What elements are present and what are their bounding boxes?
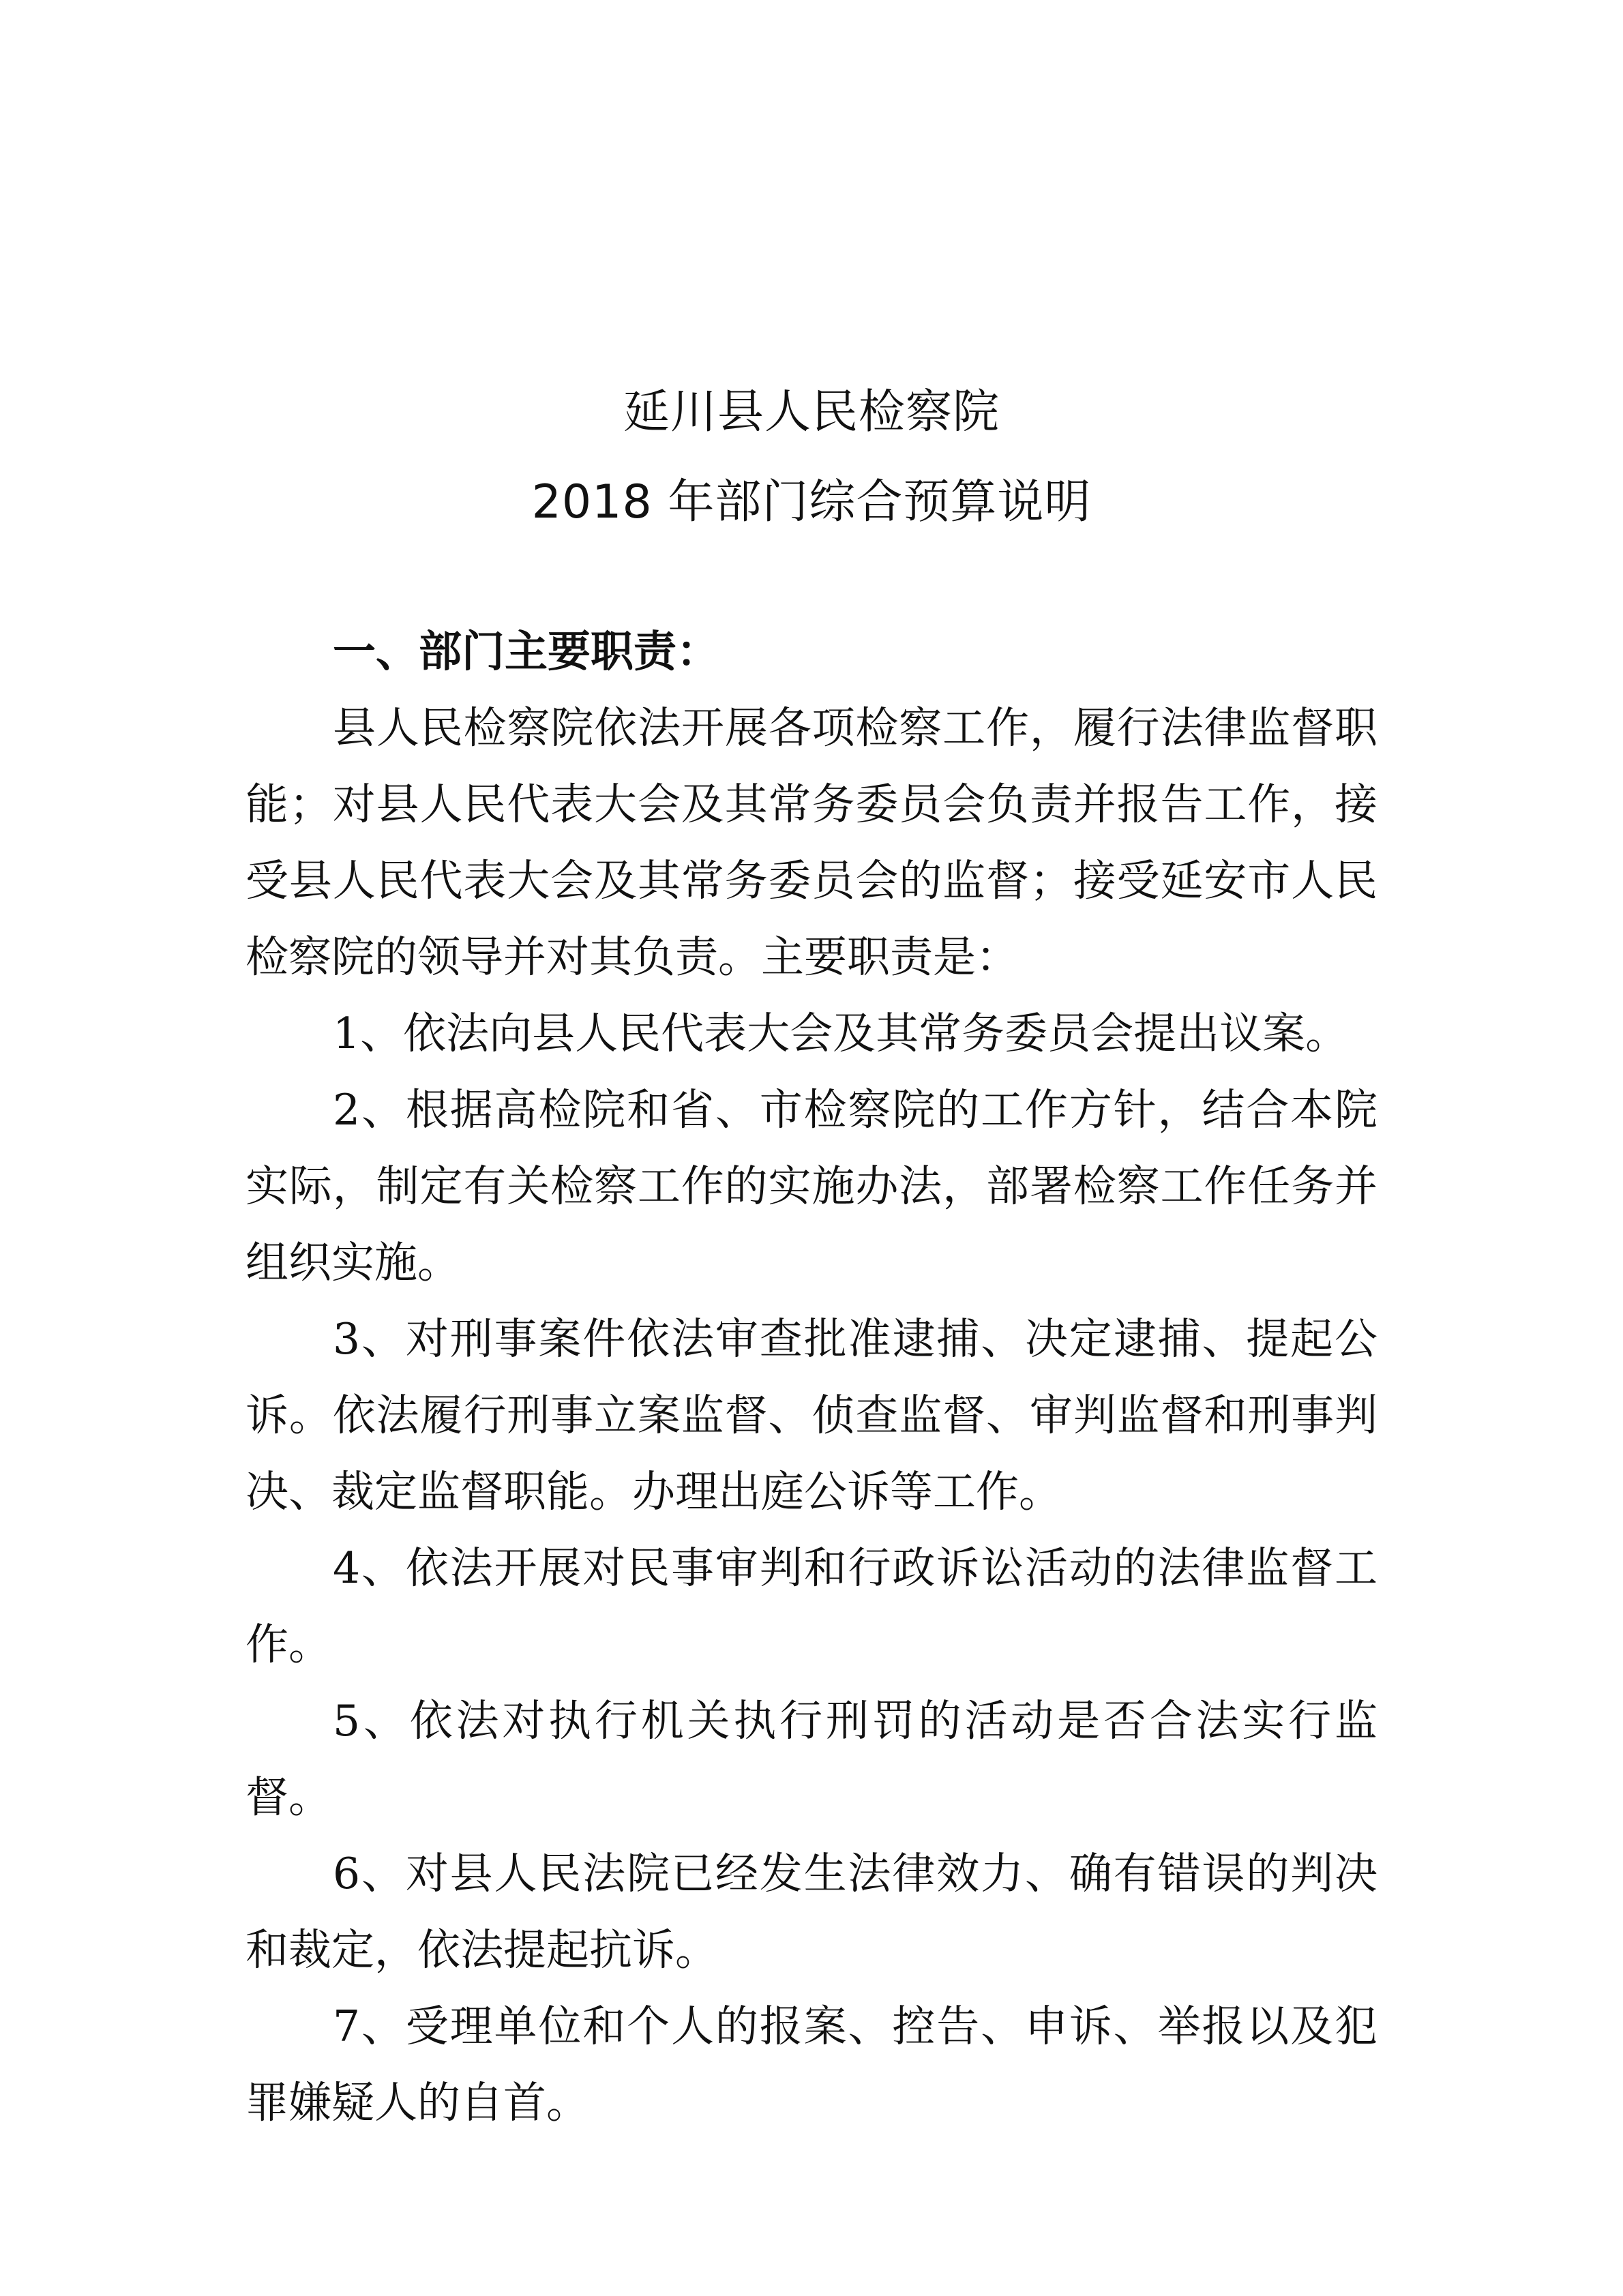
duty-item-6: 6、对县人民法院已经发生法律效力、确有错误的判决和裁定，依法提起抗诉。 <box>245 1849 1378 1975</box>
duty-item-5: 5、依法对执行机关执行刑罚的活动是否合法实行监督。 <box>245 1696 1378 1822</box>
duty-item-7: 7、受理单位和个人的报案、控告、申诉、举报以及犯罪嫌疑人的自首。 <box>245 2001 1378 2128</box>
document-title: 延川县人民检察院 <box>623 385 1000 439</box>
document-subtitle: 2018 年部门综合预算说明 <box>531 475 1092 529</box>
document-body <box>245 614 1378 2141</box>
duty-item-1: 1、依法向县人民代表大会及其常务委员会提出议案。 <box>333 1009 1349 1058</box>
section-heading: 一、部门主要职责： <box>333 627 719 676</box>
intro-paragraph: 县人民检察院依法开展各项检察工作，履行法律监督职能；对县人民代表大会及其常务委员会负责并报告工作，接受县人民代表大会及其常务委员会的监督；接受延安市人民检察院的领导并对其负责。主要职责是： <box>245 703 1378 982</box>
duty-item-2: 2、根据高检院和省、市检察院的工作方针，结合本院实际，制定有关检察工作的实施办法，部署检察工作任务并组织实施。 <box>245 1085 1378 1287</box>
duty-item-4: 4、依法开展对民事审判和行政诉讼活动的法律监督工作。 <box>245 1543 1378 1669</box>
duty-item-3: 3、对刑事案件依法审查批准逮捕、决定逮捕、提起公诉。依法履行刑事立案监督、侦查监督、审判监督和刑事判决、裁定监督职能。办理出庭公诉等工作。 <box>245 1314 1378 1517</box>
